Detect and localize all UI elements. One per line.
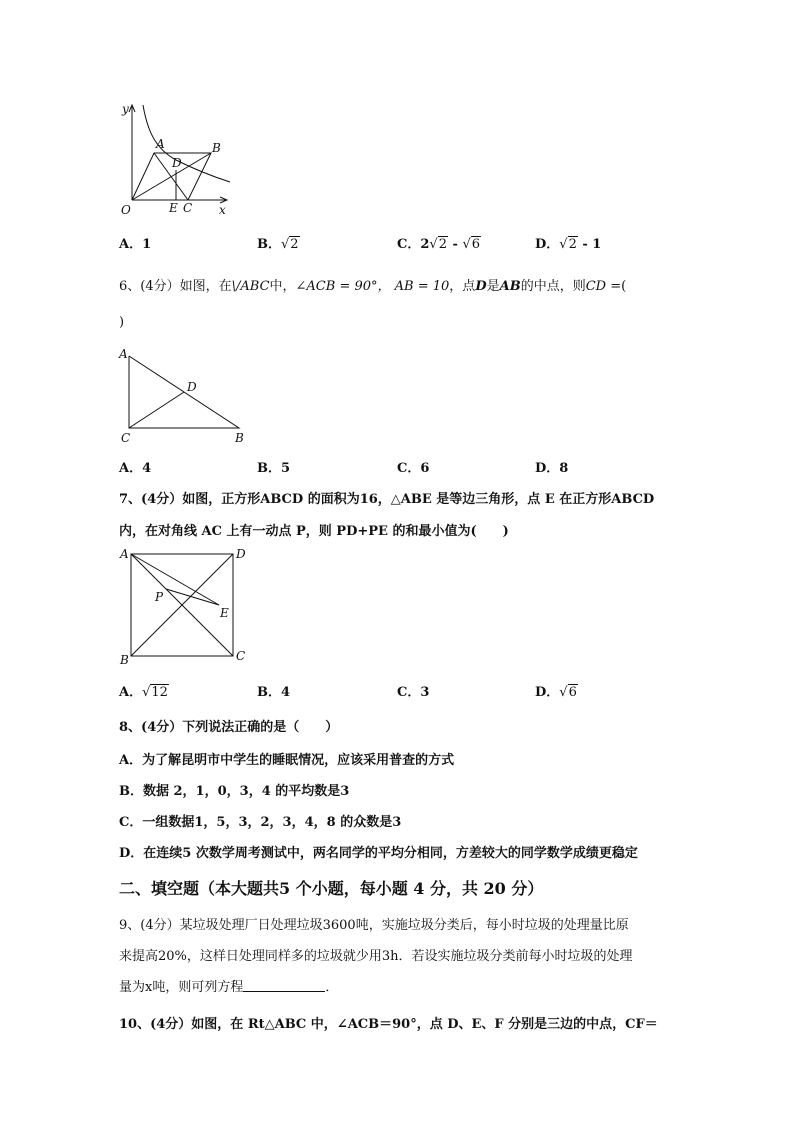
q9-stem-line2: 来提高20%，这样日处理同样多的垃圾就少用3h．若设实施垃圾分类前每小时垃圾的处理 bbox=[119, 949, 633, 964]
q7-option-a: A．√12 bbox=[119, 685, 168, 700]
q5-figure bbox=[118, 100, 238, 220]
q6-option-d: D．8 bbox=[535, 461, 569, 476]
svg-text:A: A bbox=[156, 137, 165, 151]
svg-text:O: O bbox=[121, 203, 131, 217]
q8-option-a: A．为了解昆明市中学生的睡眠情况，应该采用普查的方式 bbox=[119, 753, 455, 768]
q6-stem: 6、(4分）如图，在\/ABC中，∠ACB = 90°， AB = 10，点D是AB的中点，则CD =( bbox=[119, 279, 627, 294]
q6-stem-line2: ) bbox=[119, 315, 125, 330]
q9-answer-blank[interactable] bbox=[243, 979, 325, 992]
svg-text:y: y bbox=[122, 102, 129, 116]
q7-option-c: C．3 bbox=[397, 685, 430, 700]
q8-stem: 8、(4分）下列说法正确的是（ ） bbox=[119, 720, 339, 735]
svg-text:P: P bbox=[155, 590, 164, 604]
svg-text:E: E bbox=[169, 201, 178, 215]
svg-text:D: D bbox=[172, 156, 182, 170]
q7-stem-line2: 内，在对角线 AC 上有一动点 P，则 PD+PE 的和最小值为( ) bbox=[119, 524, 509, 539]
q6-option-a: A．4 bbox=[119, 461, 152, 476]
svg-text:A: A bbox=[119, 347, 128, 361]
q7-stem-line1: 7、(4分）如图，正方形ABCD 的面积为16，△ABE 是等边三角形，点 E 在正方形ABCD bbox=[119, 492, 655, 507]
svg-text:B: B bbox=[120, 653, 129, 667]
svg-text:C: C bbox=[121, 431, 131, 445]
q5-option-b: B．√2 bbox=[257, 237, 299, 252]
q7-figure bbox=[115, 544, 255, 668]
svg-text:B: B bbox=[235, 431, 244, 445]
q6-figure bbox=[115, 346, 255, 446]
svg-text:D: D bbox=[236, 547, 246, 561]
q8-option-b: B．数据 2，1，0，3，4 的平均数是3 bbox=[119, 784, 350, 799]
svg-text:C: C bbox=[183, 201, 193, 215]
q5-option-c: C．2√2 - √6 bbox=[397, 237, 481, 252]
q8-option-d: D．在连续5 次数学周考测试中，两名同学的平均分相同，方差较大的同学数学成绩更稳定 bbox=[119, 846, 638, 861]
q6-option-b: B．5 bbox=[257, 461, 291, 476]
q9-stem-line1: 9、(4分）某垃圾处理厂日处理垃圾3600吨，实施垃圾分类后，每小时垃圾的处理量比原 bbox=[119, 918, 629, 933]
svg-text:B: B bbox=[212, 141, 221, 155]
q10-stem-line1: 10、(4分）如图，在 Rt△ABC 中，∠ACB＝90°，点 D、E、F 分别是三边的中点，CF＝ bbox=[119, 1017, 658, 1032]
q9-stem-line3: 量为x吨，则可列方程 ． bbox=[119, 980, 339, 995]
svg-text:D: D bbox=[187, 380, 197, 394]
svg-text:A: A bbox=[120, 547, 129, 561]
q5-option-a: A．1 bbox=[119, 237, 152, 252]
q7-option-d: D．√6 bbox=[535, 685, 577, 700]
svg-text:C: C bbox=[236, 649, 246, 663]
section-title: 二、填空题（本大题共5 个小题，每小题 4 分，共 20 分） bbox=[119, 879, 544, 898]
q8-option-c: C．一组数据1，5，3，2，3，4，8 的众数是3 bbox=[119, 815, 402, 830]
q6-option-c: C．6 bbox=[397, 461, 430, 476]
svg-text:E: E bbox=[220, 606, 229, 620]
svg-text:x: x bbox=[219, 203, 226, 217]
q5-option-d: D．√2 - 1 bbox=[535, 237, 602, 252]
q7-option-b: B．4 bbox=[257, 685, 291, 700]
